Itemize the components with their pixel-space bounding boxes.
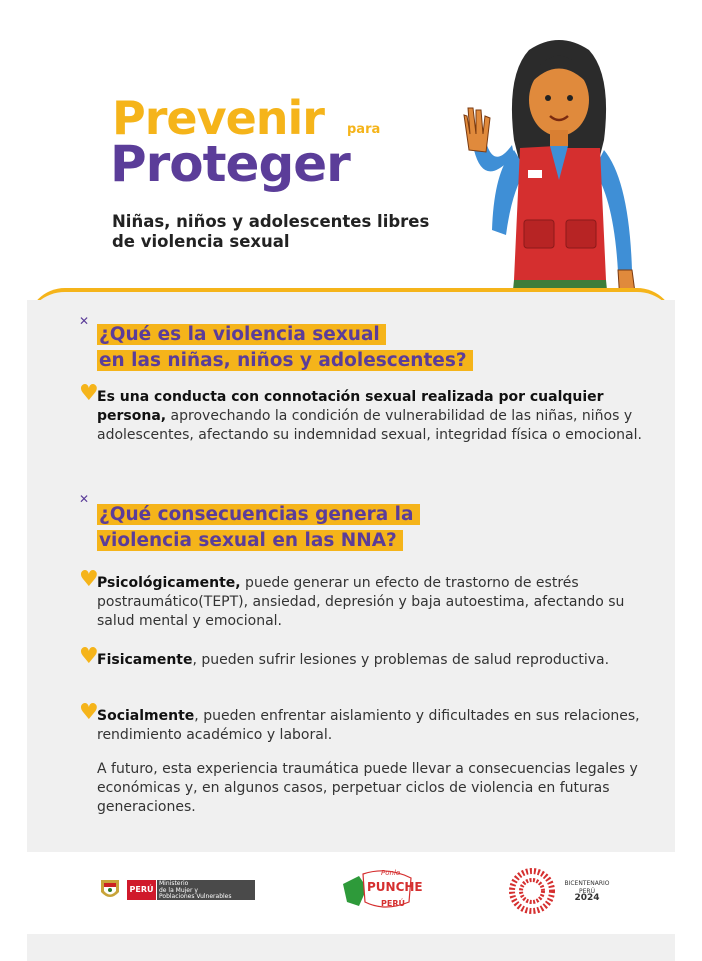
ponle-text: Ponle — [381, 869, 401, 877]
question-line-1: ¿Qué consecuencias genera la — [97, 504, 420, 525]
waving-girl-illustration — [454, 30, 664, 320]
punche-text: PUNCHE — [367, 880, 423, 894]
consequence-text: , pueden enfrentar aislamiento y dificultades en sus relaciones, rendimiento académico y laboral. — [97, 708, 640, 743]
mimp-logo — [97, 878, 257, 902]
ministry-name-line: de la Mujer y — [159, 886, 198, 894]
definition-text: aprovechando la condición de vulnerabilidad de las niñas, niños y adolescentes, afectando su indemnidad sexual, integridad física o emocional. — [97, 408, 642, 443]
peru-text: PERÚ — [381, 899, 405, 908]
ministry-name-line: Ministerio — [159, 880, 189, 887]
closing-paragraph: A futuro, esta experiencia traumática puede llevar a consecuencias legales y económicas y, en algunos casos, perpetuar ciclos de violencia en futuras generaciones. — [97, 761, 638, 815]
peru-label: PERÚ — [127, 880, 156, 900]
sparkle-icon: ✕ — [79, 492, 90, 506]
definition-bold: Es una conducta con connotación sexual realizada por cualquier persona, — [97, 389, 604, 424]
heart-icon: ♥ — [79, 700, 99, 725]
consequence-bold: Psicológicamente, — [97, 575, 241, 591]
consequence-item — [97, 574, 642, 631]
sparkle-icon: ✕ — [79, 314, 90, 328]
consequence-bold: Fisicamente — [97, 652, 193, 668]
bicentenario-year: 2024 — [574, 893, 600, 903]
title-para: para — [347, 122, 381, 137]
title-prevenir: Prevenir — [112, 91, 324, 145]
bottom-band — [27, 934, 675, 961]
bicentenario-logo — [509, 868, 619, 916]
ministry-name — [157, 880, 255, 900]
question-consequences — [97, 502, 420, 554]
question-line-2: violencia sexual en las NNA? — [97, 530, 403, 551]
consequence-text: , pueden sufrir lesiones y problemas de salud reproductiva. — [192, 652, 610, 668]
bicentenario-label: BICENTENARIO — [564, 880, 610, 887]
consequence-item — [97, 707, 642, 745]
consequence-item — [97, 651, 642, 670]
bicentenario-country: PERÚ — [579, 887, 595, 895]
bicentenario-text — [559, 880, 615, 903]
consequence-text: puede generar un efecto de trastorno de estrés postraumático(TEPT), ansiedad, depresión y baja autoestima, afectando su salud mental y emocional. — [97, 575, 625, 629]
ponle-punche-peru-logo — [337, 866, 423, 914]
heart-icon: ♥ — [79, 567, 99, 592]
heart-icon: ♥ — [79, 381, 99, 406]
question-what-is — [97, 322, 473, 374]
ministry-name-line: Poblaciones Vulnerables — [159, 893, 232, 900]
question-line-1: ¿Qué es la violencia sexual — [97, 324, 386, 345]
bicentenario-sun-icon — [509, 868, 555, 914]
consequence-bold: Socialmente — [97, 708, 195, 724]
footer-logos — [27, 856, 675, 934]
coat-of-arms-icon — [97, 878, 123, 902]
heart-icon: ♥ — [79, 644, 99, 669]
question-line-2: en las niñas, niños y adolescentes? — [97, 350, 473, 371]
title-proteger: Proteger — [110, 135, 350, 193]
definition-paragraph — [97, 388, 642, 445]
poster-subtitle: Niñas, niños y adolescentes libres de violencia sexual — [112, 212, 430, 251]
poster — [27, 0, 675, 961]
